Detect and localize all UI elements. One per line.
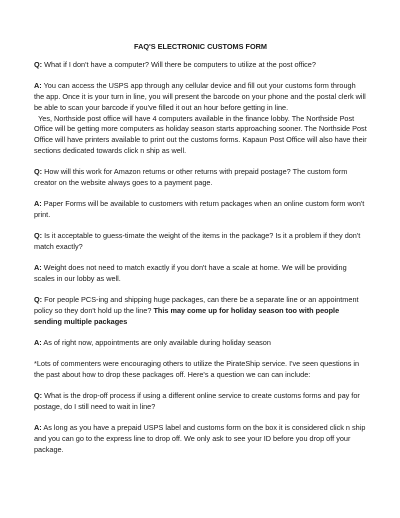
answer-text: Weight does not need to match exactly if you don't have a scale at home. We will be providing scales in our lobby as well.: [34, 263, 347, 283]
q-label: Q:: [34, 391, 43, 401]
page-title: FAQ'S ELECTRONIC CUSTOMS FORM: [134, 42, 267, 51]
answer-3: [34, 263, 367, 285]
q-label: Q:: [34, 167, 43, 177]
question-3: [34, 231, 367, 253]
q-label: Q:: [34, 295, 43, 305]
note: *Lots of commenters were encouraging others to utilize the PirateShip service. I've seen questions in the past about how to drop these packages off. Here's a question we can can include:: [34, 359, 360, 379]
question-1: [34, 60, 367, 71]
question-text: What is the drop-off process if using a different online service to create customs forms and pay for postage, do I still need to wait in line?: [34, 391, 360, 411]
a-label: A:: [34, 81, 42, 91]
question-4: [34, 295, 367, 327]
a-label: A:: [34, 337, 42, 347]
a-label: A:: [34, 423, 42, 433]
q-label: Q:: [34, 60, 43, 69]
answer-1: [34, 81, 367, 157]
answer-4: [34, 338, 367, 349]
question-text: For people PCS-ing and shipping huge packages, can there be a separate line or an appointment policy so they don't hold up the line?: [34, 295, 359, 315]
question-text: Is it acceptable to guess-timate the weight of the items in the package? Is it a problem if they don't match exactly?: [34, 231, 361, 251]
a-label: A:: [34, 199, 42, 209]
a-label: A:: [34, 263, 42, 273]
question-2: [34, 167, 367, 189]
answer-text: Paper Forms will be available to customers with return packages when an online custom form won't print.: [34, 199, 365, 219]
answer-5: [34, 423, 367, 455]
question-text: What if I don't have a computer? Will there be computers to utilize at the post office?: [44, 60, 316, 69]
answer-text: You can access the USPS app through any cellular device and fill out your customs form through the app. Once it is your turn in line, you will present the barcode on your phone and the postal clerk will be able to scan your barcode if you've filled it out an hour before getting in line.: [34, 81, 366, 112]
answer-text-continued-body: Yes, Northside post office will have 4 computers available in the finance lobby. The Northside Post Office will be getting more computers as holiday season starts approaching sooner. The Northside Post Office will have printers available to print out the customs forms. Kapaun Post Office will also have their sections dedicated towards click n ship as well.: [34, 113, 367, 155]
question-emphasis: This may come up for holiday season too with people sending multiple packages: [34, 305, 340, 326]
question-5: [34, 391, 367, 413]
question-text: How will this work for Amazon returns or other returns with prepaid postage? The custom form creator on the website always goes to a payment page.: [34, 167, 348, 187]
answer-text-continued: [34, 114, 367, 157]
q-label: Q:: [34, 231, 43, 241]
answer-text: As long as you have a prepaid USPS label and customs form on the box it is considered click n ship and you can go to the express line to drop off. We only ask to see your ID before you drop off your package.: [34, 423, 366, 454]
answer-2: [34, 199, 367, 221]
answer-text: As of right now, appointments are only available during holiday season: [43, 337, 271, 347]
